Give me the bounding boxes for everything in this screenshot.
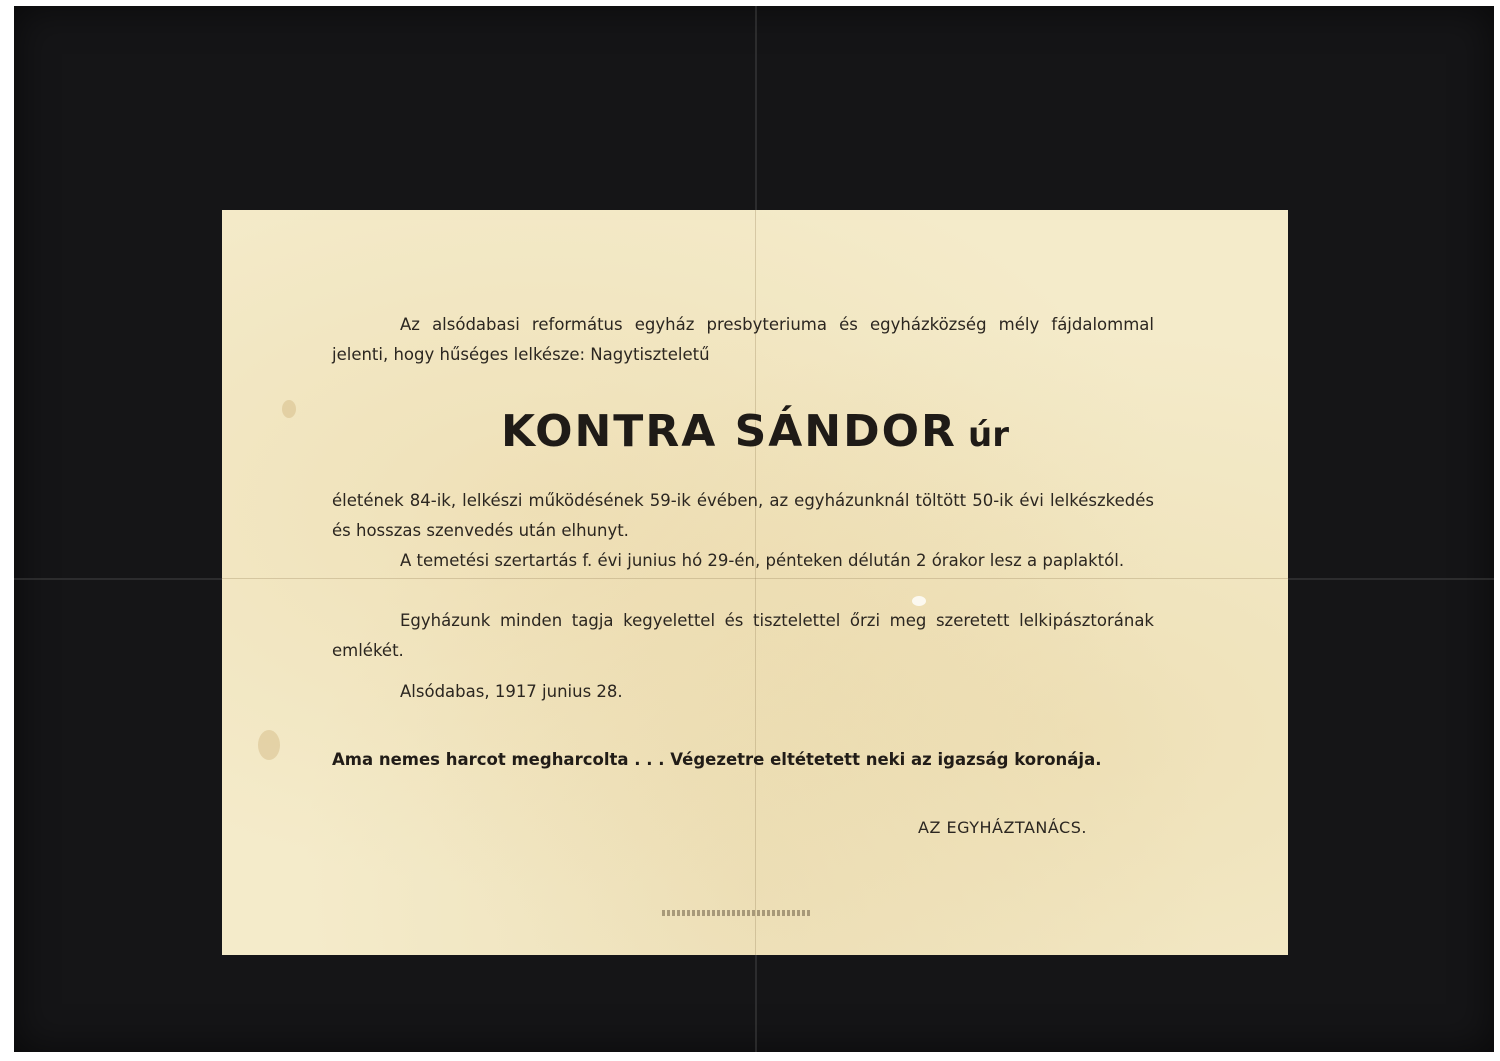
honorific-title: úr [968,415,1010,455]
funeral-paragraph: A temetési szertartás f. évi junius hó 29-én, pénteken délután 2 órakor lesz a paplaktól. [400,551,1125,570]
paper-stain [258,730,280,760]
death-notice-card [222,210,1288,955]
deceased-name-heading [222,406,1288,457]
paper-hole [912,596,926,606]
scripture-motto: Ama nemes harcot megharcolta . . . Végezetre eltétetett neki az igazság koronája. [332,750,1102,769]
place-and-date: Alsódabas, 1917 junius 28. [400,682,623,701]
details-paragraph: életének 84-ik, lelkészi működésének 59-ik évében, az egyházunknál töltött 50-ik évi lelkészkedés és hosszas szenvedés után elhunyt. [332,491,1154,540]
intro-paragraph: Az alsódabasi református egyház presbyteriuma és egyházközség mély fájdalommal jelenti, hogy hűséges lelkésze: Nagytiszteletű [332,315,1154,364]
card-horizontal-crease [222,578,1288,579]
memory-paragraph: Egyházunk minden tagja kegyelettel és tisztelettel őrzi meg szeretett lelkipásztorának emlékét. [332,611,1154,660]
printer-imprint [662,910,812,916]
signature-church-council: AZ EGYHÁZTANÁCS. [918,818,1087,837]
deceased-name: KONTRA SÁNDOR [500,406,957,457]
